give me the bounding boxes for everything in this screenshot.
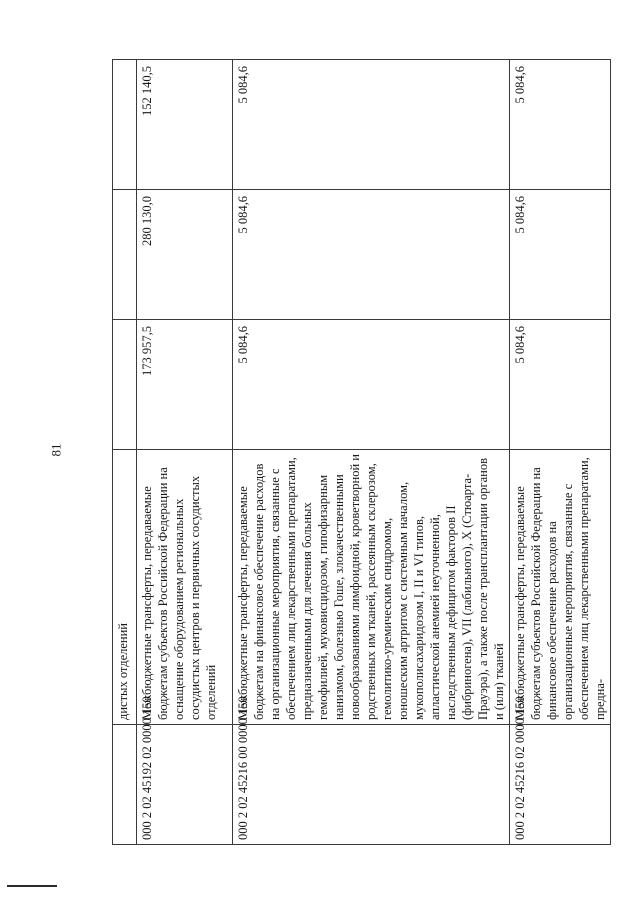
cell-value-3: 5 084,6 (233, 60, 510, 190)
table-row (510, 60, 611, 845)
cell-value-3: 5 084,6 (510, 60, 611, 190)
cell-empty (113, 190, 137, 320)
table-row (137, 60, 233, 845)
budget-table (112, 59, 611, 845)
edge-mark (7, 885, 57, 887)
cell-empty (113, 320, 137, 450)
cell-code: 000 2 02 45216 00 0000 150 (233, 725, 510, 845)
page-number: 81 (48, 443, 64, 457)
cell-name: Межбюджетные трансферты, передаваемые бюджетам на финансовое обеспечение расходов на организационные мероприятия, связанные с обеспечением лиц лекарственными препаратами, предназначенными для лечения больных гемофилией, муковисцидозом, гипофизарным нанизмом, болезнью Гоше, злокачественными новообразованиями лимфоидной, кроветворной и родственных им тканей, рассеянным склерозом, гемолитико-уремическим синдромом, юношеским артритом с системным началом, мукополисахаридозом I, II и VI типов, апластической анемией неуточненной, наследственным дефицитом факторов II (фибриногена), VII (лабильного), X (Стюарта-Прауэра), а также после трансплантации органов и (или) тканей (233, 450, 510, 725)
cell-name: Межбюджетные трансферты, передаваемые бюджетам субъектов Российской Федерации на финансовое обеспечение расходов на организационные мероприятия, связанные с обеспечением лиц лекарственными препаратами, предна- (510, 450, 611, 725)
cell-value-2: 280 130,0 (137, 190, 233, 320)
cell-value-2: 5 084,6 (510, 190, 611, 320)
cell-name: Межбюджетные трансферты, передаваемые бюджетам субъектов Российской Федерации на оснащение оборудованием региональных сосудистых центров и первичных сосудистых отделений (137, 450, 233, 725)
cell-value-1: 173 957,5 (137, 320, 233, 450)
cell-continuation-text: дистых отделений (113, 450, 137, 725)
cell-code: 000 2 02 45216 02 0000 150 (510, 725, 611, 845)
cell-value-2: 5 084,6 (233, 190, 510, 320)
cell-empty (113, 60, 137, 190)
cell-value-1: 5 084,6 (510, 320, 611, 450)
table-row-continuation (113, 60, 137, 845)
cell-empty (113, 725, 137, 845)
rotated-table-container (112, 60, 607, 845)
cell-value-3: 152 140,5 (137, 60, 233, 190)
table-row (233, 60, 510, 845)
cell-value-1: 5 084,6 (233, 320, 510, 450)
cell-code: 000 2 02 45192 02 0000 150 (137, 725, 233, 845)
